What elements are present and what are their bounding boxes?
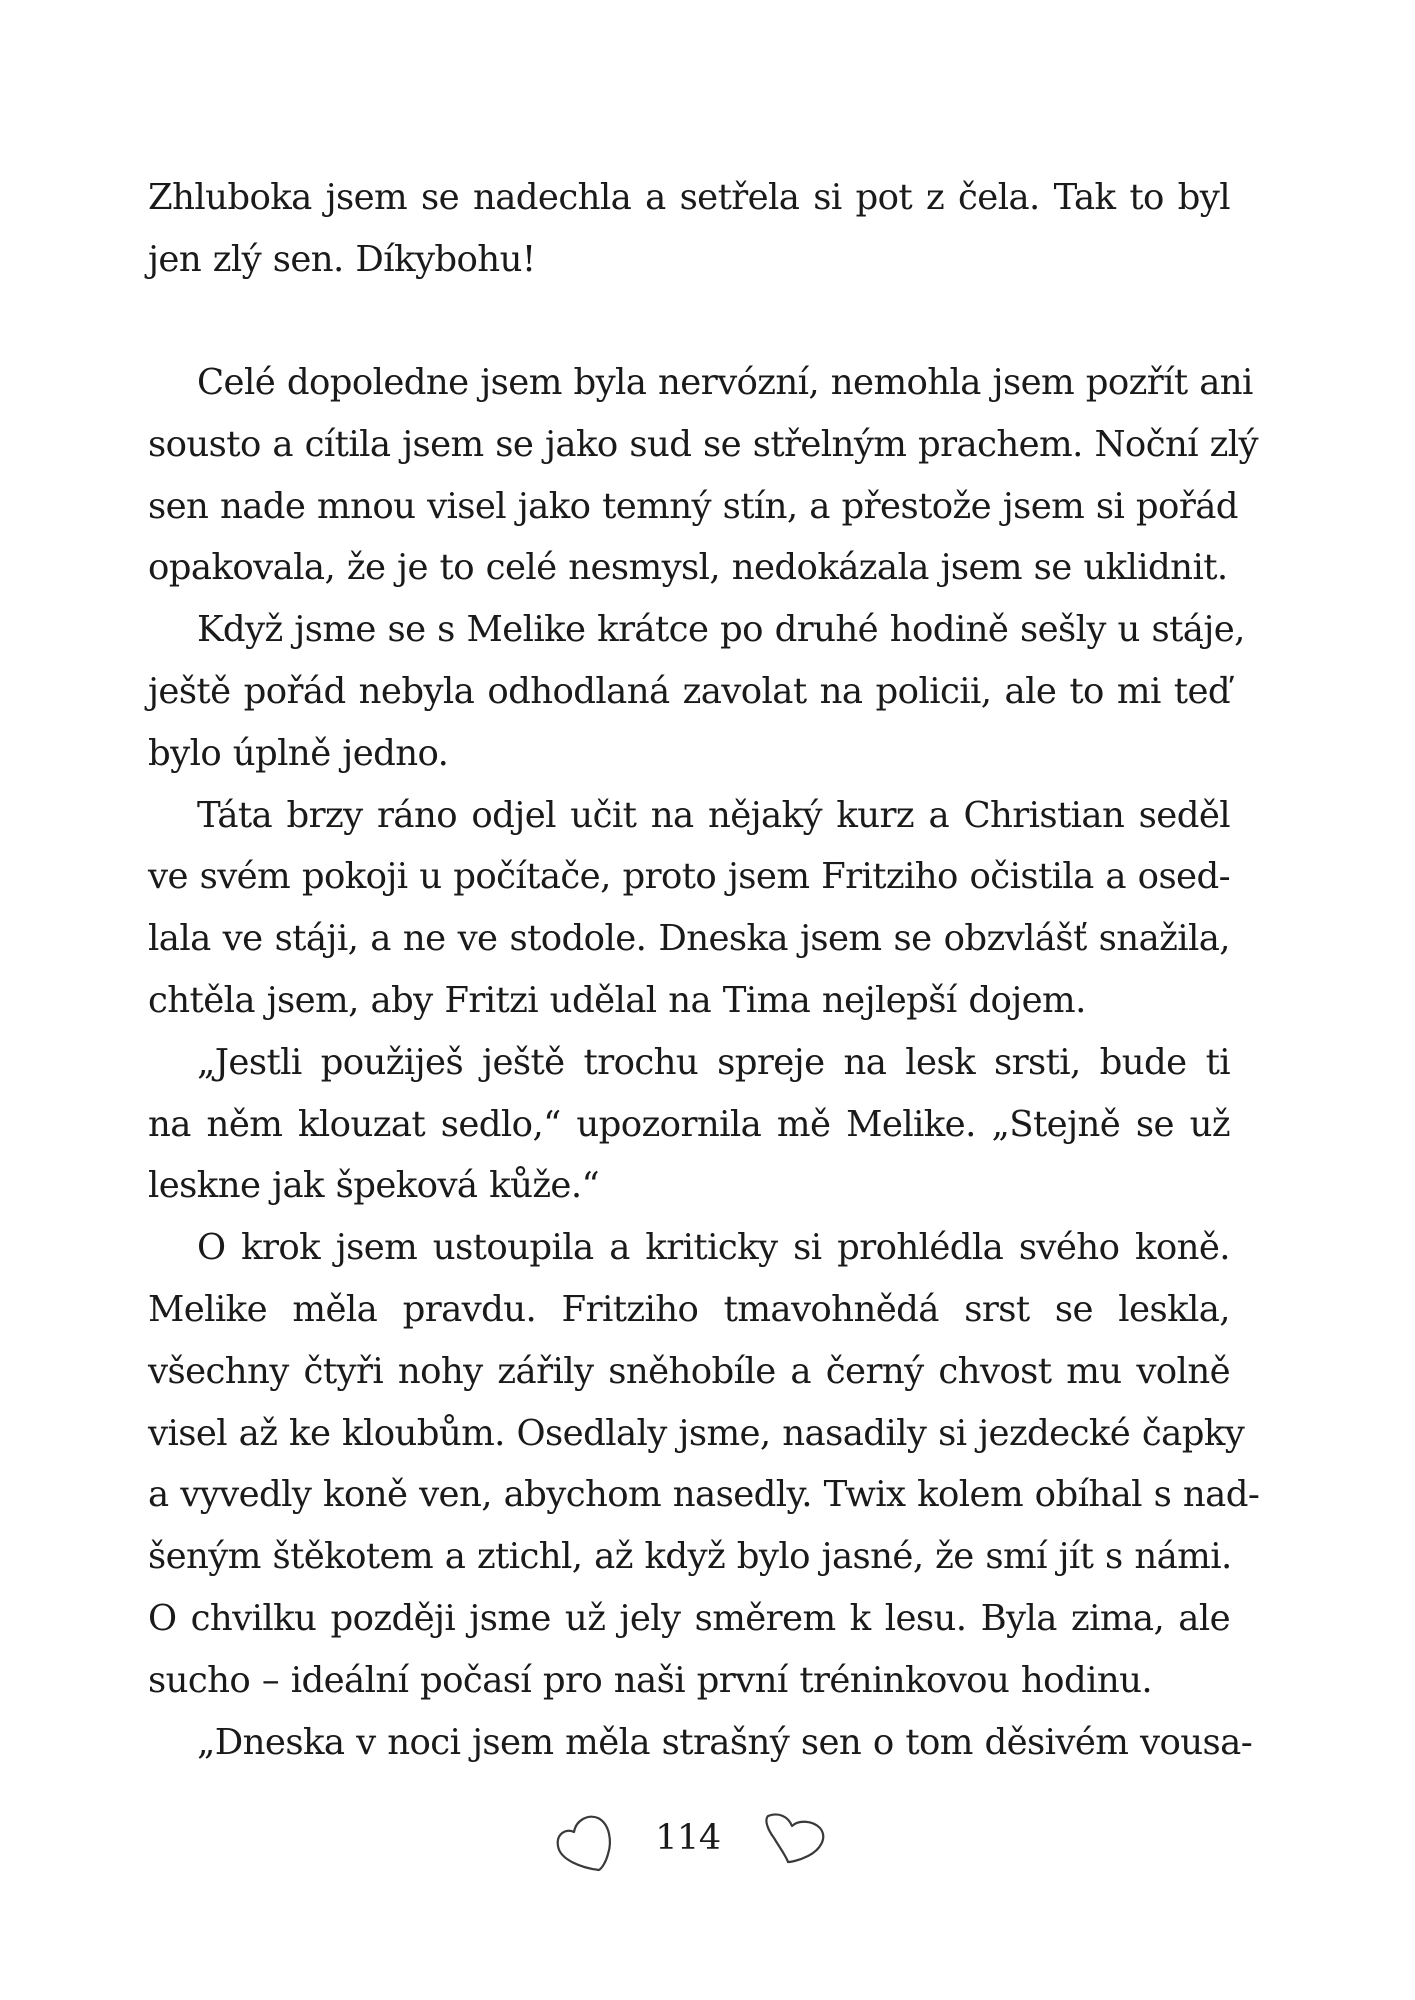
text-block-intro bbox=[148, 167, 1230, 291]
text-line: Když jsme se s Melike krátce po druhé hodině sešly u stáje, bbox=[197, 609, 1245, 651]
text-line: bylo úplně jedno. bbox=[148, 732, 449, 774]
text-line: visel až ke kloubům. Osedlaly jsme, nasadily si jezdecké čapky bbox=[148, 1412, 1245, 1454]
paragraph bbox=[148, 1032, 1230, 1217]
text-line: Táta brzy ráno odjel učit na nějaký kurz a Christian seděl bbox=[197, 794, 1230, 836]
text-line: O krok jsem ustoupila a kriticky si prohlédla svého koně. bbox=[197, 1227, 1230, 1269]
heart-outline-icon bbox=[760, 1808, 830, 1868]
paragraph bbox=[148, 352, 1258, 599]
text-line: „Jestli použiješ ještě trochu spreje na lesk srsti, bude ti bbox=[197, 1041, 1230, 1083]
text-line: lala ve stáji, a ne ve stodole. Dneska jsem se obzvlášť snažila, bbox=[148, 918, 1230, 960]
text-line: Melike měla pravdu. Fritziho tmavohnědá srst se leskla, bbox=[148, 1288, 1230, 1330]
paragraph bbox=[148, 1712, 1253, 1774]
text-line: „Dneska v noci jsem měla strašný sen o tom děsivém vousa- bbox=[197, 1721, 1253, 1763]
text-line: O chvilku později jsme už jely směrem k lesu. Byla zima, ale bbox=[148, 1597, 1230, 1639]
text-line: sousto a cítila jsem se jako sud se střelným prachem. Noční zlý bbox=[148, 423, 1258, 465]
text-line: jen zlý sen. Díkybohu! bbox=[148, 238, 536, 280]
text-line: Zhluboka jsem se nadechla a setřela si pot z čela. Tak to byl bbox=[148, 177, 1230, 218]
text-line: opakovala, že je to celé nesmysl, nedokázala jsem se uklidnit. bbox=[148, 547, 1228, 589]
page-footer bbox=[0, 1808, 1415, 1888]
text-line: sen nade mnou visel jako temný stín, a přestože jsem si pořád bbox=[148, 485, 1238, 527]
paragraph bbox=[148, 785, 1230, 1032]
text-line: šeným štěkotem a ztichl, až když bylo jasné, že smí jít s námi. bbox=[148, 1536, 1232, 1578]
text-block-main bbox=[148, 352, 1260, 1773]
text-line: Celé dopoledne jsem byla nervózní, nemohla jsem pozřít ani bbox=[197, 362, 1253, 403]
paragraph bbox=[148, 599, 1245, 784]
text-line: na něm klouzat sedlo,“ upozornila mě Melike. „Stejně se už bbox=[148, 1103, 1230, 1145]
paragraph bbox=[148, 1217, 1260, 1711]
text-line: ve svém pokoji u počítače, proto jsem Fritziho očistila a osed- bbox=[148, 856, 1230, 898]
text-line: chtěla jsem, aby Fritzi udělal na Tima nejlepší dojem. bbox=[148, 979, 1086, 1021]
text-line: ještě pořád nebyla odhodlaná zavolat na policii, ale to mi teď bbox=[148, 670, 1230, 712]
heart-outline-icon bbox=[552, 1808, 618, 1876]
text-line: a vyvedly koně ven, abychom nasedly. Twix kolem obíhal s nad- bbox=[148, 1474, 1260, 1516]
text-line: sucho – ideální počasí pro naši první tréninkovou hodinu. bbox=[148, 1659, 1153, 1701]
page-number: 114 bbox=[655, 1818, 721, 1858]
text-line: všechny čtyři nohy zářily sněhobíle a černý chvost mu volně bbox=[148, 1350, 1230, 1392]
text-line: leskne jak špeková kůže.“ bbox=[148, 1165, 600, 1207]
